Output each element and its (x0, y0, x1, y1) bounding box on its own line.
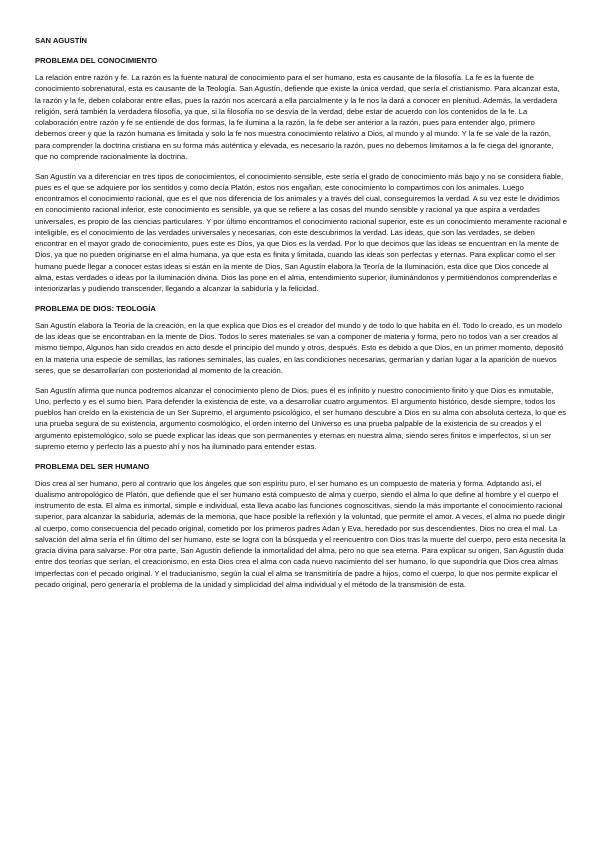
section-dios (35, 303, 567, 452)
section-ser-humano (35, 461, 567, 591)
paragraph: Dios crea al ser humano, pero al contrario que los ángeles que son espíritu puro, el ser humano es un compuesto de materia y forma. Adptando así, el dualismo antropológico de Platón, que defiende que el ser humano está compuesto de alma y cuerpo, siendo el alma lo que define al hombre y el cuerpo el instrumento de esta. El alma es inmortal, simple e individual, esta lleva acabo las funciones cognoscitivas, siendo la más importante el conocimiento racional superior, para alcanzar la sabiduría, además de la memoria, que hace posible la reflexión y la voluntad, que permite el amor. A veces, el alma no puede dirigir al cuerpo, como consecuencia del pecado original, cometido por los primeros padres Adan y Eva, heredado por sus descendientes. Dios no crea el mal. La salvación del alma sería el fin último del ser humano, este se logra con la búsqueda y el reencuentro con Dios tras la muerte del cuerpo, pero esta necesita la gracia divina para salvarse. Por otra parte, San Agustín defiende la inmortalidad del alma, pero no que sea eterna. Para explicar su origen, San Agustín duda entre dos teorías que serían, el creacionismo, en esta Dios crea el alma con cada nuevo nacimiento del ser humano, lo que supondría que Dios crea almas imperfectas con el pecado original. Y el traducianismo, según la cual el alma se transmitiría de padre a hijos, como el cuerpo, lo que nos permite explicar el pecado original, pero generaría el problema de la unidad y simplicidad del alma individual y el método de la transmisión de esta. (35, 478, 566, 589)
paragraph: San Agustín va a diferenciar en tres tipos de conocimientos, el conocimiento sensible, este sería el grado de conocimiento más bajo y no se considera fiable, pues es el que se adquiere por los sentidos y como decía Platón, estos nos engañan, este conocimiento lo compartimos con los animales. Luego encontramos el conocimiento racional, que es el que nos diferencia de los animales y a través del cual, conseguiremos la verdad. A su vez este le dividimos en conocimiento racional inferior, este conocimiento es sensible, ya que se refiere a las cosas del mundo sensible y racional ya que aspira a verdades universales, es propio de las ciencias particulares. Y por último encontramos el conocimiento racional superior, este es un conocimiento meramente racional e inteligible, es el conocimiento de las verdades universales y necesarias, con este descubrimos la verdad. Las ideas, que son las verdades, se deben encontrar en el mayor grado de conocimiento, pues este es Dios, ya que Dios es la verdad. Por lo que decimos que las ideas se encuentran en la mente de Dios, ya que no pueden originarse en el alma humana, ya que esta es finita y limitada, cuando las ideas son perfectas y eternas. Para explicar como el ser humano puede llegar a conocer estas ideas si están en la mente de Dios, San Agustín elabora la Teoría de la Iluminación, esta dice que Dios concede al alma, estas verdades o ideas por la iluminación divina. Dios las pone en el alma, entendimiento superior, iluminándonos y permitiéndonos comprenderlas e interiorizarlas y pudiendo transcender, llegando a alcanzar la sabiduría y la felicidad. (35, 171, 567, 293)
paragraph: La relación entre razón y fe. La razón es la fuente natural de conocimiento para el ser humano, esta es causante de la filosofía. La fe es la fuente de conocimiento sobrenatural, esta es causante de la Teología. San Agustín, defiende que existe la única verdad, que sería el cristianismo. Para alcanzar esta, la razón y la fe, deben colaborar entre ellas, pues la razón nos acercará a ella parcialmente y la fe nos la dará a conocer en plenitud. Además, la verdadera religión, será también la verdadera filosofía, ya que, si la filosofía no se desvía de la verdad, debe estar de acuerdo con los contenidos de la fe. La colaboración entre razón y fe se entiende de dos formas, la fe ilumina a la razón, la fe debe ser anterior a la razón, pues para entender algo, primero debemos creer y que la razón humana es limitada y solo la fe nos muestra conocimiento relativo a Dios, al mundo y al mundo. Y la fe se vale de la razón, para comprender la doctrina cristiana en su forma más auténtica y elevada, es necesario la razón, pues no debemos limitarnos a la fe ciega del ignorante, que no comprende racionalmente la doctrina. (35, 73, 560, 161)
section-heading: PROBLEMA DEL CONOCIMIENTO (35, 56, 158, 65)
document-page (35, 35, 567, 599)
section-heading: PROBLEMA DEL SER HUMANO (35, 461, 150, 471)
section-conocimiento (35, 55, 567, 294)
paragraph: San Agustín elabora la Teoría de la creación, en la que explica que Dios es el creador del mundo y de todo lo que habita en él. Todo lo creado, es un modelo de las ideas que se encontraban en la mente de Dios. Todos lo seres materiales se van a componer de materia y forma, pero no todos van a ser creados al mismo tiempo, Algunos han sido creados en acto desde el principio del mundo y otros, después. Esto es debido a que Dios, en un primer momento, depositó en la materia una especie de semillas, las rationes seminales, las cuales, en las condiciones necesarias, germarían y darían lugar a la aparición de nuevos seres, que se desarrollarían con posterioridad al momento de la creación. (35, 320, 564, 375)
paragraph: San Agustín afirma que nunca podremos alcanzar el conocimiento pleno de Dios, pues él es infinito y nuestro conocimiento finito y que Dios es inmutable, Uno, perfecto y es el sumo bien. Para defender la existencia de este, va a desarrollar cuatro argumentos. El argumento histórico, desde siempre, todos los pueblos han creído en la existencia de un Ser Supremo, el argumento psicológico, el ser humano descubre a Dios en su alma con absoluta certeza, lo que es una prueba segura de su existencia, argumento cosmológico, el orden interno del Universo es una prueba palpable de la existencia de su creados y el argumento epistemológico, solo se puede explicar las ideas que son permanentes y eternas en nuestra alma, siendo seres finitos e imperfectos, si un ser supremo eterno y perfecto las a puesto ahí y nos ha iluminado para entender estas. (35, 385, 567, 451)
section-heading: PROBLEMA DE DIOS: TEOLOGÍA (35, 303, 156, 313)
document-title: SAN AGUSTÍN (35, 36, 88, 45)
